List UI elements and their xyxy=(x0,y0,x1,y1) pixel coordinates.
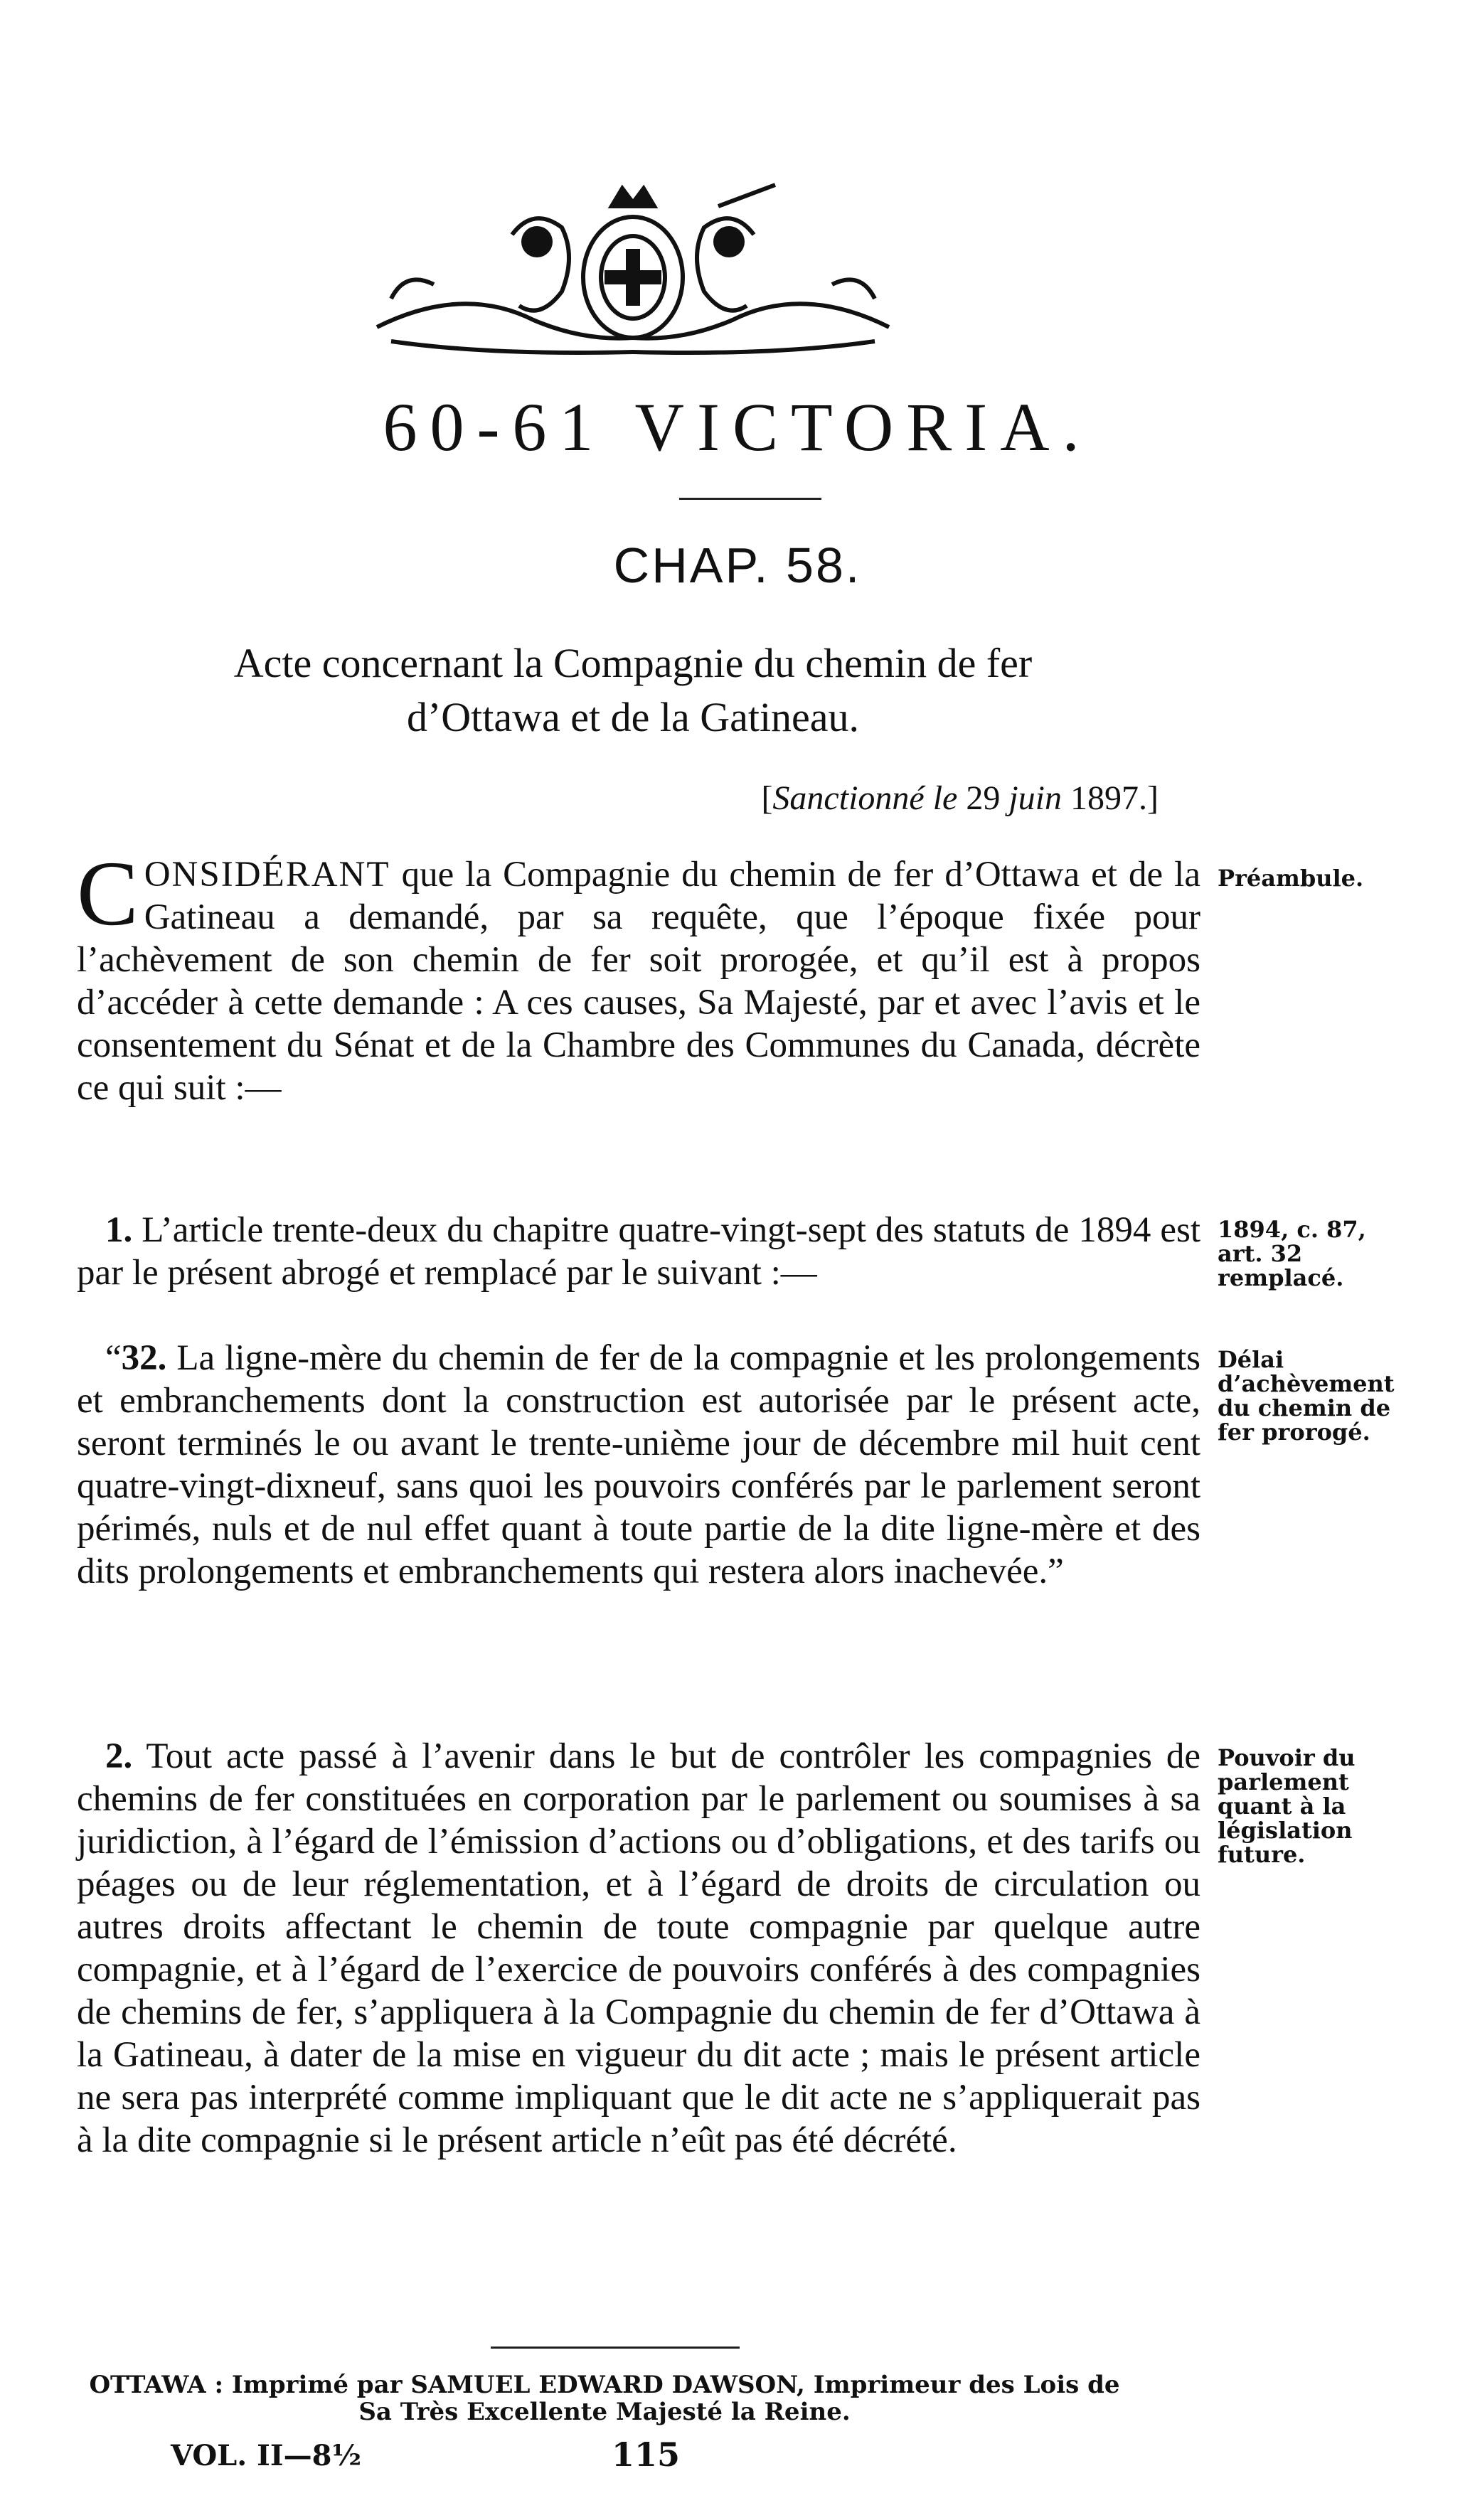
margin-note-section-32: Délai d’achèvement du chemin de fer prorogé. xyxy=(1218,1346,1395,1446)
drop-cap: C xyxy=(77,843,139,945)
imprint xyxy=(0,2371,1209,2425)
section-32-open-quote: “ xyxy=(105,1338,122,1378)
chapter-title xyxy=(107,636,1159,744)
section-2-text: Tout acte passé à l’avenir dans le but de contrôler les compagnies de chemins de fer constituées en corporation par le parlement ou soumises à sa juridiction, à l’égard de l’émission d’actions ou d’obligations, et des tarifs ou péages ou de leur réglementation, et à l’égard de droits de circulation ou autres droits affectant le chemin de toute compagnie par quelque autre compagnie, et à l’égard de l’exercice de pouvoirs conférés à des compagnies de chemins de fer, s’appliquera à la Compagnie du chemin de fer d’Ottawa à la Gatineau, à dater de la mise en vigueur du dit acte ; mais le présent article ne sera pas interprété comme impliquant que le dit acte ne s’appliquerait pas à la dite compagnie si le présent article n’eût pas été décrété. xyxy=(77,1736,1200,2160)
preamble-text: que la Compagnie du chemin de fer d’Ottawa et de la Gatineau a demandé, par sa requête, que l’époque fixée pour l’achèvement de son chemin de fer soit prorogée, et qu’il est à propos d’accéder à cette demande : A ces causes, Sa Majesté, par et avec l’avis et le consentement du Sénat et de la Chambre des Communes du Canada, décrète ce qui suit :— xyxy=(77,855,1200,1108)
title-line-1: Acte concernant la Compagnie du chemin de fer xyxy=(233,640,1033,686)
section-2-number: 2. xyxy=(105,1736,133,1776)
royal-crest-icon xyxy=(348,178,917,370)
sanction-day: 29 xyxy=(957,779,1009,817)
margin-note-section-2: Pouvoir du parlement quant à la législation future. xyxy=(1218,1744,1356,1868)
margin-note-preamble: Préambule. xyxy=(1218,865,1364,892)
footer-divider xyxy=(491,2347,740,2349)
sanction-label: Sanctionné le xyxy=(772,779,958,817)
section-1-text: L’article trente-deux du chapitre quatre-vingt-sept des statuts de 1894 est par le présent abrogé et remplacé par le suivant :— xyxy=(77,1210,1200,1293)
header-divider xyxy=(679,498,821,500)
section-32 xyxy=(77,1337,1200,1593)
chapter-number: CHAP. 58. xyxy=(613,538,862,593)
preamble xyxy=(77,843,1200,1109)
sanction-year: 1897.] xyxy=(1062,779,1159,817)
section-32-number: 32. xyxy=(121,1338,167,1378)
section-1 xyxy=(77,1209,1200,1294)
sanction-bracket: [ xyxy=(761,779,773,817)
page-number: 115 xyxy=(612,2435,681,2474)
margin-note-section-1: 1894, c. 87, art. 32 remplacé. xyxy=(1218,1216,1366,1291)
reign-heading: 60-61 VICTORIA. xyxy=(383,389,1092,465)
imprint-line-1: OTTAWA : Imprimé par SAMUEL EDWARD DAWSON, Imprimeur des Lois de xyxy=(89,2371,1120,2399)
sanction-month: juin xyxy=(1008,779,1063,817)
section-32-text: La ligne-mère du chemin de fer de la compagnie et les prolongements et embranchements dont la construction est autorisée par le présent acte, seront terminés le ou avant le trente-unième jour de décembre mil huit cent quatre-vingt-dixneuf, sans quoi les pouvoirs conférés par le parlement seront périmés, nuls et de nul effet quant à toute partie de la dite ligne-mère et des dits prolongements et embranchements qui restera alors inachevée.” xyxy=(77,1338,1200,1591)
section-2 xyxy=(77,1735,1200,2162)
sanction-date xyxy=(761,779,1159,818)
volume-signature: VOL. II—8½ xyxy=(171,2439,362,2472)
title-line-2: d’Ottawa et de la Gatineau. xyxy=(406,694,860,740)
imprint-line-2: Sa Très Excellente Majesté la Reine. xyxy=(358,2398,851,2426)
section-1-number: 1. xyxy=(105,1210,133,1250)
preamble-lead: ONSIDÉRANT xyxy=(144,855,390,895)
